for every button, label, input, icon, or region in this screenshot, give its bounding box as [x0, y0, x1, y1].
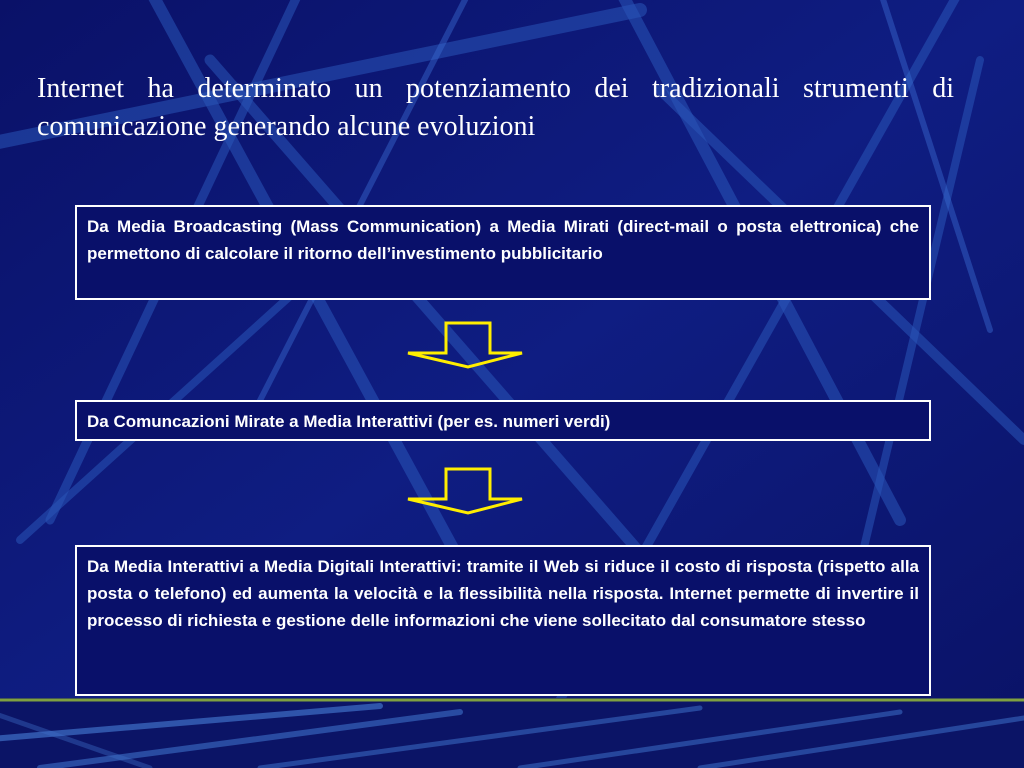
slide-title: Internet ha determinato un potenziamento dei tradizionali strumenti di comunicazione generando alcune evoluzioni [37, 73, 954, 142]
evolution-step-1: Da Media Broadcasting (Mass Communication) a Media Mirati (direct-mail o posta elettronica) che permettono di calcolare il ritorno dell’investimento pubblicitario [75, 205, 931, 300]
evolution-step-2: Da Comuncazioni Mirate a Media Interattivi (per es. numeri verdi) [75, 400, 931, 441]
down-arrow-icon [405, 321, 525, 369]
down-arrow-icon [405, 467, 525, 515]
evolution-step-3: Da Media Interattivi a Media Digitali Interattivi: tramite il Web si riduce il costo di risposta (rispetto alla posta o telefono) ed aumenta la velocità e la flessibilità nella risposta. Internet permette di invertire il processo di richiesta e gestione delle informazioni che viene sollecitato dal consumatore stesso [75, 545, 931, 696]
